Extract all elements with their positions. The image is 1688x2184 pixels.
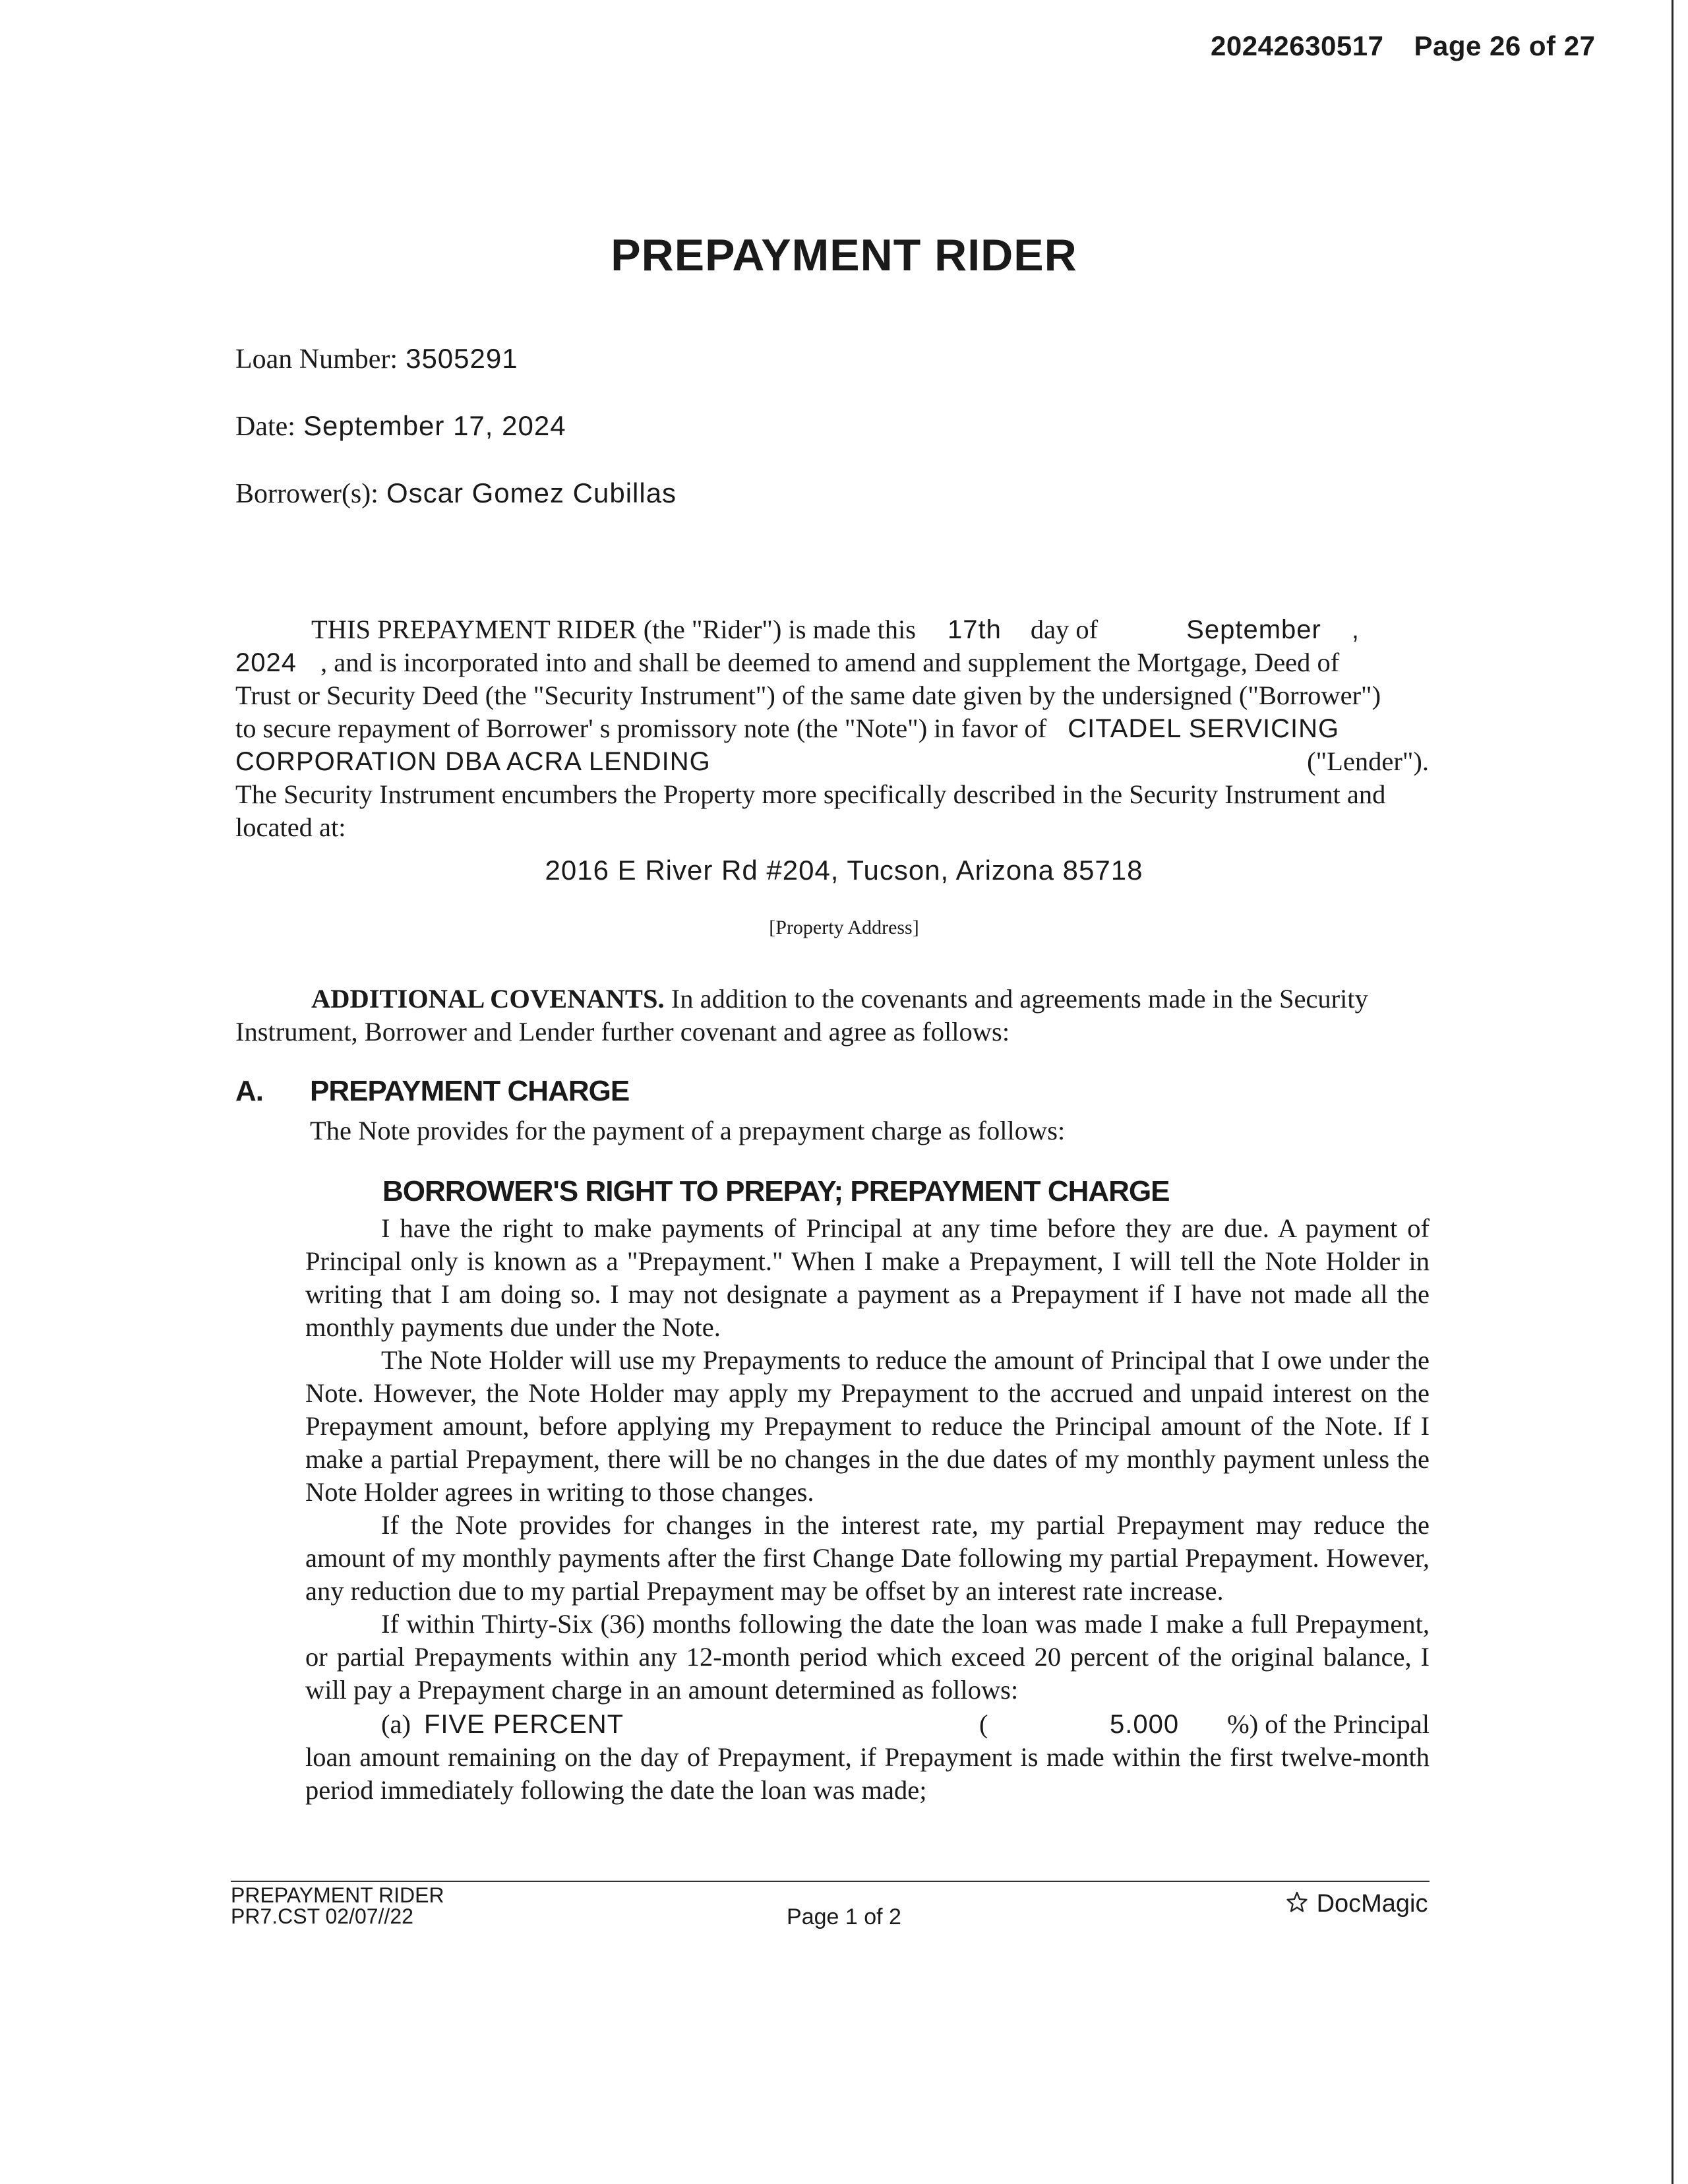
- intro-line-1: [235, 613, 1429, 646]
- intro-line-5: [235, 745, 1429, 778]
- paragraph-4: If within Thirty-Six (36) months following the date the loan was made I make a full Prepayment, or partial Prepayments within any 12-month period which exceed 20 percent of the original balance, I will pay a Prepayment charge in an amount determined as follows:: [305, 1609, 1430, 1705]
- lender-suffix: ("Lender").: [1307, 746, 1429, 776]
- footer-brand-name: DocMagic: [1316, 1890, 1428, 1918]
- paragraph-3: If the Note provides for changes in the interest rate, my partial Prepayment may reduce the amount of my monthly payments after the first Change Date following my partial Prepayment. However, any reduction due to my partial Prepayment may be offset by an interest rate increase.: [305, 1510, 1430, 1606]
- document-title: PREPAYMENT RIDER: [611, 230, 1077, 280]
- recording-header: [1211, 30, 1595, 62]
- loan-number-label: Loan Number:: [235, 344, 398, 375]
- section-intro: The Note provides for the payment of a prepayment charge as follows:: [310, 1116, 1066, 1145]
- intro-day: 17th: [947, 615, 1002, 644]
- covenants-lead: ADDITIONAL COVENANTS.: [311, 984, 665, 1014]
- borrowers-line: [235, 477, 677, 510]
- lender-name-line-1: CITADEL SERVICING: [1068, 714, 1340, 743]
- loan-number-line: [235, 343, 518, 375]
- charge-rest: loan amount remaining on the day of Prepayment, if Prepayment is made within the first twelve-month period immediately following the date the loan was made;: [305, 1742, 1430, 1805]
- intro-text-3: , and is incorporated into and shall be deemed to amend and supplement the Mortgage, Deed of: [320, 648, 1340, 677]
- lender-name-line-2: CORPORATION DBA ACRA LENDING: [235, 747, 711, 776]
- intro-comma: ,: [1351, 615, 1360, 644]
- borrowers-label: Borrower(s):: [235, 479, 378, 509]
- intro-text-4: to secure repayment of Borrower' s promissory note (the "Note") in favor of: [235, 713, 1047, 743]
- intro-line-6: The Security Instrument encumbers the Property more specifically described in the Security Instrument and: [235, 779, 1386, 809]
- covenants-line-1: [235, 983, 1429, 1016]
- covenants-line-2: Instrument, Borrower and Lender further covenant and agree as follows:: [235, 1017, 1010, 1046]
- paragraph-1: I have the right to make payments of Principal at any time before they are due. A payment of Principal only is known as a "Prepayment." When I make a Prepayment, I will tell the Note Holder in writing that I am doing so. I may not designate a payment as a Prepayment if I have not made all the monthly payments due under the Note.: [305, 1213, 1430, 1342]
- section-title: PREPAYMENT CHARGE: [310, 1075, 630, 1107]
- date-label: Date:: [235, 411, 295, 442]
- charge-line-1: [305, 1708, 1430, 1741]
- charge-percent: 5.000: [1110, 1710, 1180, 1739]
- recording-page-label: Page 26 of 27: [1414, 30, 1596, 61]
- intro-text-1: THIS PREPAYMENT RIDER (the "Rider") is made this: [311, 615, 916, 644]
- footer-rule: [231, 1881, 1430, 1882]
- footer-page-number: Page 1 of 2: [787, 1904, 901, 1929]
- section-letter: A.: [235, 1075, 263, 1107]
- sub-heading: BORROWER'S RIGHT TO PREPAY; PREPAYMENT CHARGE: [382, 1175, 1170, 1207]
- charge-open-paren: (: [979, 1709, 988, 1739]
- intro-month: September: [1186, 615, 1321, 644]
- footer-form-name: PREPAYMENT RIDER: [231, 1883, 444, 1907]
- footer-brand: [1284, 1890, 1428, 1918]
- star-outline-icon: [1284, 1890, 1317, 1918]
- date-value: September 17, 2024: [303, 410, 566, 441]
- footer-form-code: PR7.CST 02/07//22: [231, 1904, 413, 1928]
- intro-year: 2024: [235, 648, 297, 677]
- covenants-text-1: In addition to the covenants and agreements made in the Security: [671, 984, 1368, 1014]
- property-address-caption: [Property Address]: [769, 917, 919, 938]
- intro-line-4: [235, 712, 1429, 745]
- intro-text-2: day of: [1030, 615, 1099, 644]
- charge-suffix: %) of the Principal: [1226, 1709, 1430, 1739]
- loan-number-value: 3505291: [406, 343, 518, 374]
- recording-number: 20242630517: [1211, 30, 1384, 61]
- body-paragraphs: [305, 1212, 1430, 1707]
- paragraph-2: The Note Holder will use my Prepayments to reduce the amount of Principal that I owe under the Note. However, the Note Holder may apply my Prepayment to the accrued and unpaid interest on the Prepayment amount, before applying my Prepayment to reduce the Principal amount of the Note. If I make a partial Prepayment, there will be no changes in the due dates of my monthly payment unless the Note Holder agrees in writing to those changes.: [305, 1345, 1430, 1507]
- charge-prefix: (a): [381, 1709, 411, 1739]
- intro-line-3: Trust or Security Deed (the "Security Instrument") of the same date given by the undersigned ("Borrower"): [235, 681, 1381, 710]
- intro-line-2: [235, 646, 1429, 679]
- borrowers-value: Oscar Gomez Cubillas: [386, 477, 677, 508]
- scan-edge: [1672, 0, 1673, 2184]
- charge-words: FIVE PERCENT: [423, 1710, 624, 1739]
- date-line: [235, 410, 566, 442]
- intro-line-7: located at:: [235, 812, 346, 842]
- property-address: 2016 E River Rd #204, Tucson, Arizona 85718: [545, 855, 1143, 886]
